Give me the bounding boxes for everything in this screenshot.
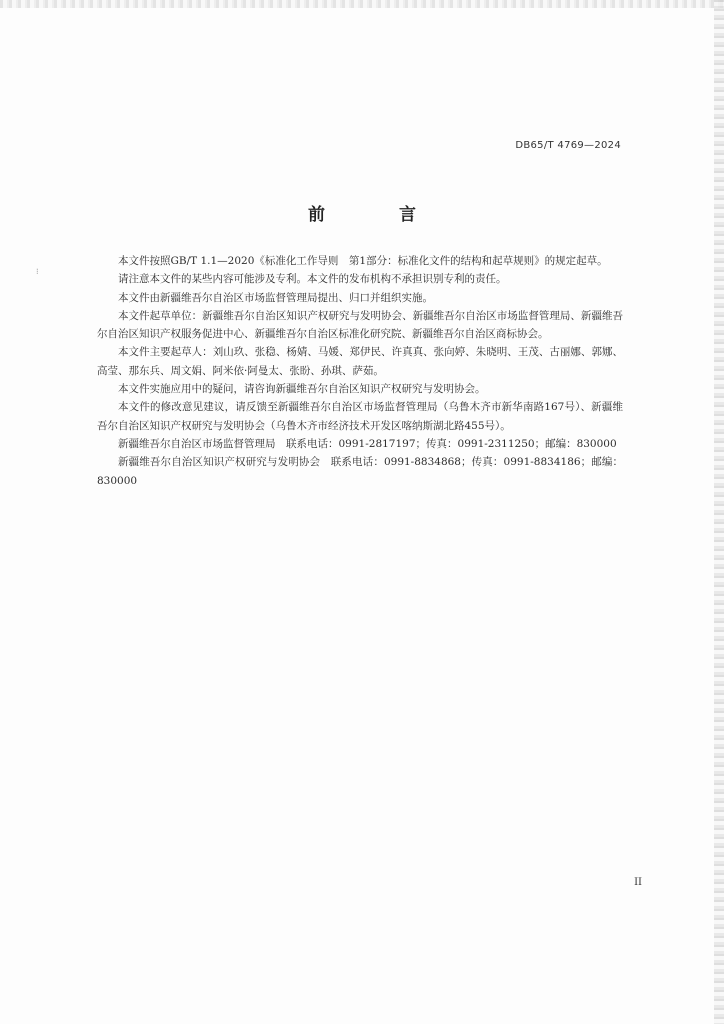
document-code: DB65/T 4769—2024 <box>515 140 621 151</box>
paragraph-contact-market-bureau: 新疆维吾尔自治区市场监督管理局 联系电话：0991-2817197；传真：0991-2311250；邮编：830000 <box>118 437 617 450</box>
paragraph-contact-ip-association: 新疆维吾尔自治区知识产权研究与发明协会 联系电话：0991-8834868；传真：0991-8834186；邮编：830000 <box>97 456 623 487</box>
foreword-body <box>97 252 623 490</box>
paragraph-drafting-rules: 本文件按照GB/T 1.1—2020《标准化工作导则 第1部分：标准化文件的结构和起草规则》的规定起草。 <box>118 255 608 267</box>
margin-mark: ⁝ <box>36 267 39 276</box>
paragraph-proposer: 本文件由新疆维吾尔自治区市场监督管理局提出、归口并组织实施。 <box>118 291 433 304</box>
paragraph-drafters: 本文件主要起草人：刘山玖、张稳、杨婧、马媛、郑伊民、许真真、张向婷、朱晓明、王茂、古丽娜、郭娜、高莹、那东兵、周文娟、阿米依·阿曼太、张盼、孙琪、萨茹。 <box>97 346 623 377</box>
page-number: II <box>634 877 642 888</box>
page-title: 前 言 <box>308 205 450 225</box>
paragraph-inquiries: 本文件实施应用中的疑问，请咨询新疆维吾尔自治区知识产权研究与发明协会。 <box>118 383 486 396</box>
scan-edge-top <box>0 0 724 8</box>
paragraph-drafting-units: 本文件起草单位：新疆维吾尔自治区知识产权研究与发明协会、新疆维吾尔自治区市场监督管理局、新疆维吾尔自治区知识产权服务促进中心、新疆维吾尔自治区标准化研究院、新疆维吾尔自治区商标协会。 <box>97 309 623 341</box>
paragraph-patent-notice: 请注意本文件的某些内容可能涉及专利。本文件的发布机构不承担识别专利的责任。 <box>118 273 507 286</box>
paragraph-feedback: 本文件的修改意见建议，请反馈至新疆维吾尔自治区市场监督管理局（乌鲁木齐市新华南路167号）、新疆维吾尔自治区知识产权研究与发明协会（乌鲁木齐市经济技术开发区喀纳斯湖北路455号）。 <box>97 401 623 432</box>
scan-edge-right <box>714 0 724 1024</box>
